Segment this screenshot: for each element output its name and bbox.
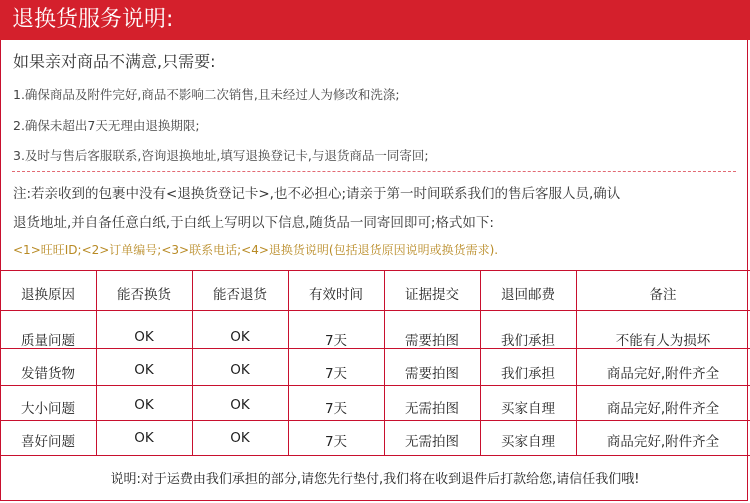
table-cell: OK bbox=[230, 362, 250, 378]
step-1: 1.确保商品及附件完好,商品不影响二次销售,且未经过人为修改和洗涤; bbox=[13, 87, 400, 102]
table-cell: 商品完好,附件齐全 bbox=[606, 434, 720, 450]
table-cell: 7天 bbox=[324, 333, 348, 349]
table-cell: 喜好问题 bbox=[21, 434, 75, 450]
step-3: 3.及时与售后客服联系,咨询退换地址,填写退换登记卡,与退货商品一同寄回; bbox=[13, 148, 429, 163]
intro-text: 如果亲对商品不满意,只需要: bbox=[13, 52, 216, 71]
table-header-cell: 证据提交 bbox=[405, 287, 459, 303]
table-header-cell: 能否换货 bbox=[117, 287, 171, 303]
table-cell: 商品完好,附件齐全 bbox=[606, 366, 720, 382]
table-rule bbox=[0, 310, 750, 311]
table-cell: 商品完好,附件齐全 bbox=[606, 401, 720, 417]
table-cell: 不能有人为损坏 bbox=[615, 333, 711, 349]
table-header-cell: 备注 bbox=[649, 287, 677, 303]
table-cell: OK bbox=[230, 397, 250, 413]
table-cell: OK bbox=[230, 430, 250, 446]
table-cell: 质量问题 bbox=[21, 333, 75, 349]
table-cell: OK bbox=[134, 430, 154, 446]
table-cell: 7天 bbox=[324, 366, 348, 382]
table-cell: 我们承担 bbox=[501, 333, 555, 349]
table-cell: 需要拍图 bbox=[405, 366, 459, 382]
table-cell: 7天 bbox=[324, 401, 348, 417]
note-line-1: 注:若亲收到的包裹中没有<退换货登记卡>,也不必担心;请亲于第一时间联系我们的售后客服人员,确认 bbox=[13, 186, 621, 202]
page-title: 退换货服务说明: bbox=[0, 0, 750, 40]
dashed-divider bbox=[12, 171, 736, 172]
table-cell: OK bbox=[134, 329, 154, 345]
table-cell: OK bbox=[134, 397, 154, 413]
table-cell: 发错货物 bbox=[21, 366, 75, 382]
table-cell: 买家自理 bbox=[501, 434, 555, 450]
table-cell: OK bbox=[230, 329, 250, 345]
table-cell: 买家自理 bbox=[501, 401, 555, 417]
table-cell: 7天 bbox=[324, 434, 348, 450]
table-cell: 我们承担 bbox=[501, 366, 555, 382]
table-rule bbox=[0, 270, 750, 271]
format-line: <1>旺旺ID;<2>订单编号;<3>联系电话;<4>退换货说明(包括退货原因说明或换货需求). bbox=[13, 243, 499, 257]
table-cell: 大小问题 bbox=[21, 401, 75, 417]
table-header-cell: 退回邮费 bbox=[501, 287, 555, 303]
table-header-cell: 有效时间 bbox=[309, 287, 363, 303]
table-header-cell: 退换原因 bbox=[21, 287, 75, 303]
table-rule bbox=[0, 385, 750, 386]
table-header-cell: 能否退货 bbox=[213, 287, 267, 303]
step-2: 2.确保未超出7天无理由退换期限; bbox=[13, 118, 200, 133]
table-cell: 无需拍图 bbox=[405, 434, 459, 450]
table-cell: OK bbox=[134, 362, 154, 378]
table-rule bbox=[0, 420, 750, 421]
table-cell: 无需拍图 bbox=[405, 401, 459, 417]
table-cell: 需要拍图 bbox=[405, 333, 459, 349]
footer-note: 说明:对于运费由我们承担的部分,请您先行垫付,我们将在收到退件后打款给您,请信任我们哦! bbox=[110, 472, 640, 487]
note-line-2: 退货地址,并自备任意白纸,于白纸上写明以下信息,随货品一同寄回即可;格式如下: bbox=[13, 215, 494, 231]
table-rule bbox=[0, 455, 750, 456]
